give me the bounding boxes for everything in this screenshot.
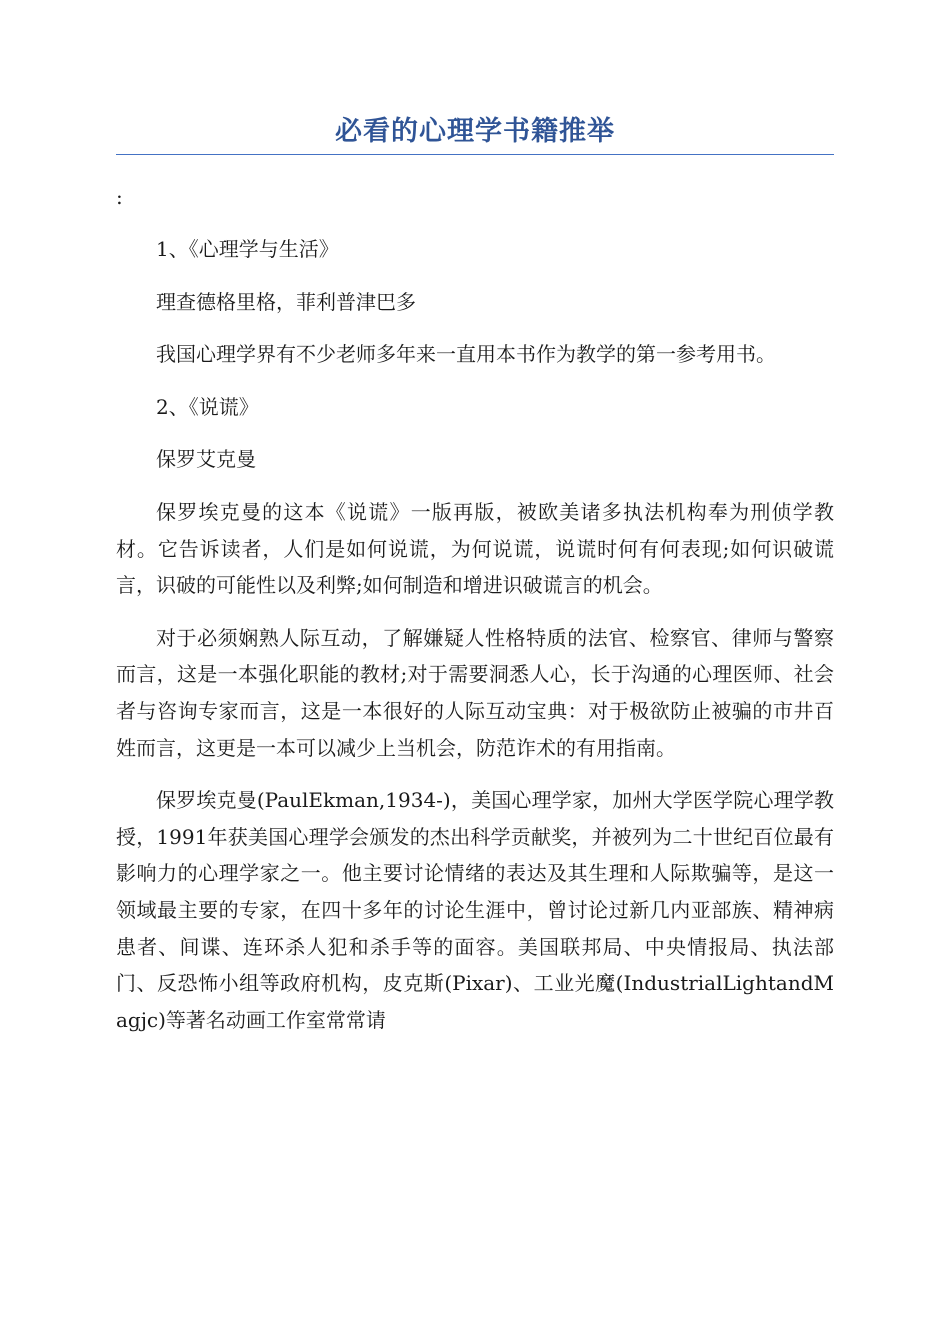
paragraph-book-2-author: 保罗艾克曼 (156, 447, 256, 472)
title-underline (116, 154, 834, 155)
paragraph-author-bio: 保罗埃克曼(PaulEkman,1934-)，美国心理学家，加州大学医学院心理学教授，1991年获美国心理学会颁发的杰出科学贡献奖，并被列为二十世纪百位最有影响力的心理学家之一。他主要讨论情绪的表达及其生理和人际欺骗等，是这一领域最主要的专家，在四十多年的讨论生涯中，曾讨论过新几内亚部族、精神病患者、间谍、连环杀人犯和杀手等的面容。美国联邦局、中央情报局、执法部门、反恐怖小组等政府机构，皮克斯(Pixar)、工业光魔(IndustrialLightandMagjc)等著名动画工作室常常请 (116, 788, 834, 1032)
paragraph-book-1-description: 我国心理学界有不少老师多年来一直用本书作为教学的第一参考用书。 (156, 342, 776, 367)
document-title: 必看的心理学书籍推举 (335, 116, 615, 147)
paragraph-book-2-audience: 对于必须娴熟人际互动，了解嫌疑人性格特质的法官、检察官、律师与警察而言，这是一本强化职能的教材;对于需要洞悉人心，长于沟通的心理医师、社会者与咨询专家而言，这是一本很好的人际互动宝典：对于极欲防止被骗的市井百姓而言，这更是一本可以减少上当机会，防范诈术的有用指南。 (116, 625, 834, 760)
paragraph-book-1-authors: 理查德格里格，菲利普津巴多 (156, 289, 416, 314)
document-page (116, 110, 834, 1038)
leading-colon: : (116, 185, 123, 209)
paragraph-book-1-heading: 1、《心理学与生活》 (156, 237, 339, 261)
paragraph-book-2-heading: 2、《说谎》 (156, 394, 259, 419)
paragraph-book-2-description: 保罗埃克曼的这本《说谎》一版再版，被欧美诸多执法机构奉为刑侦学教材。它告诉读者，人们是如何说谎，为何说谎，说谎时何有何表现;如何识破谎言，识破的可能性以及利弊;如何制造和增进识破谎言的机会。 (116, 499, 834, 598)
